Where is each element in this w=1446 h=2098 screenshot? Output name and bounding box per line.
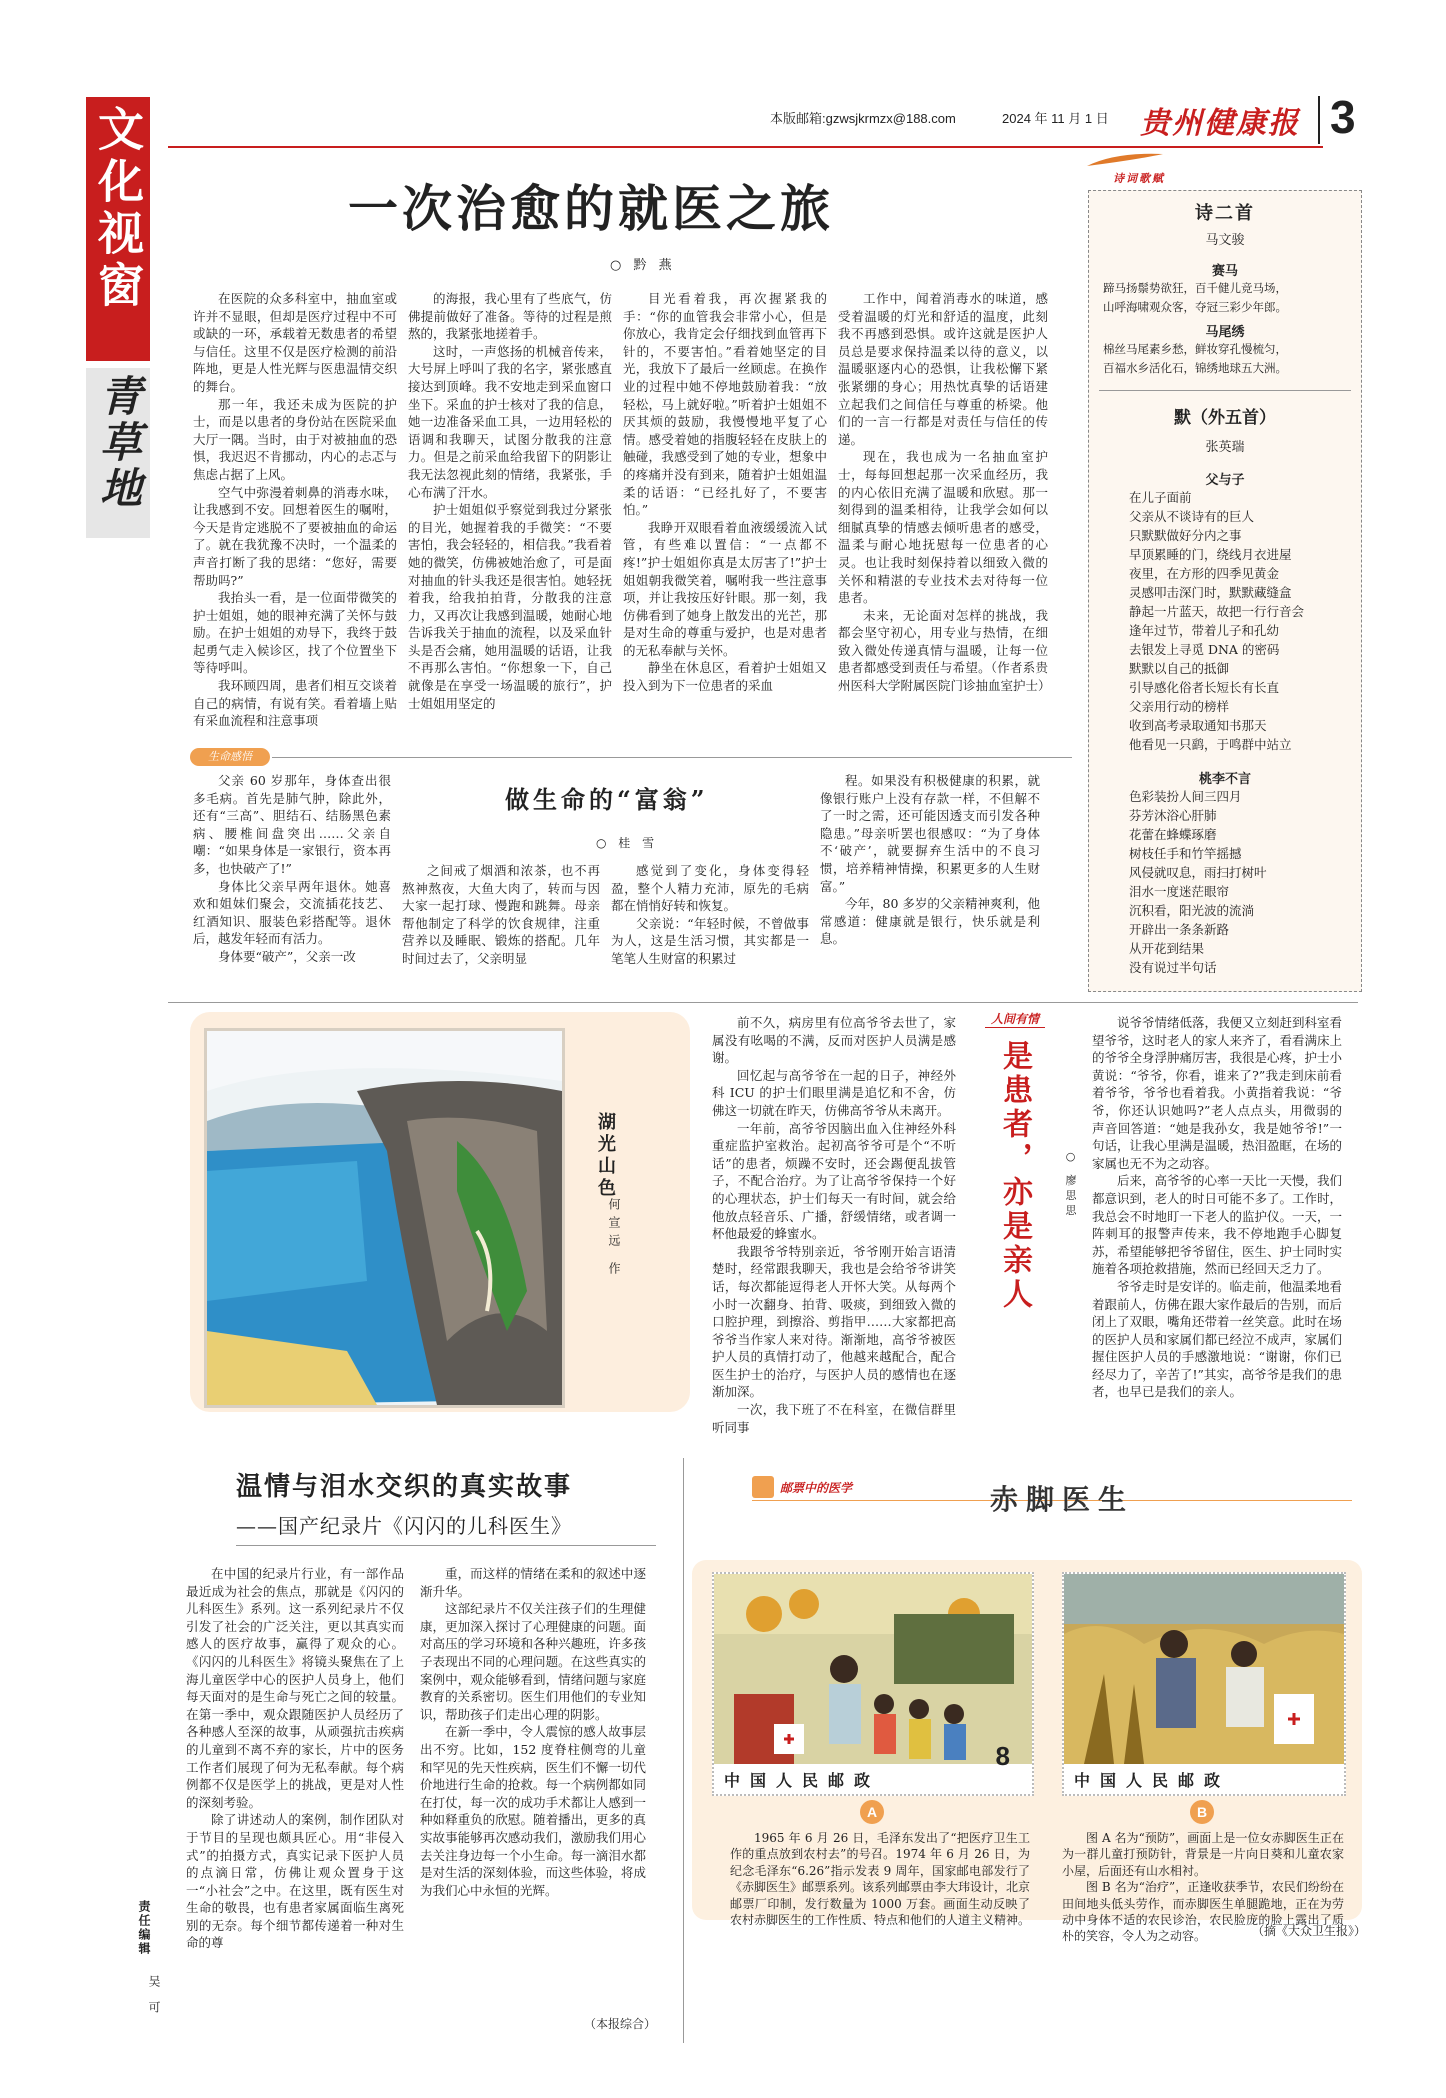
poem-line: 引导感化俗者长短长有长直 (1129, 680, 1280, 695)
article2-title: 做生命的“富翁” (505, 785, 709, 814)
poem-line: 树枝任手和竹竿摇撼 (1129, 846, 1242, 861)
paragraph: 说爷爷情绪低落，我便又立刻赶到科室看望爷爷，这时老人的家人来齐了，看看满床上的爷爷全身浮肿痛厉害，我很是心疼，护士小黄说：“爷爷，你看，谁来了?”我走到床前看着爷爷，爷爷也看着我。小黄指着我说：“爷爷，你还认识她吗?”老人点点头，用微弱的声音回答道：“她是我孙女，我是她爷爷!”一句话，让我心里满是温暖，热泪盈眶，在场的家属也无不为之动容。 (1092, 1015, 1343, 1171)
poem-line: 去银发上寻觅 DNA 的密码 (1129, 642, 1280, 657)
article1-column-4 (838, 290, 1051, 745)
article4-column-1 (186, 1565, 404, 2033)
poem-line: 早顶累睡的门，绕线月衣进屋 (1129, 547, 1292, 562)
poem2-title: 马尾绣 (1205, 325, 1245, 340)
poem-line: 默默以自己的抵御 (1129, 661, 1230, 676)
painting-title: 湖光山色 (595, 1112, 616, 1200)
poems-box (1088, 190, 1362, 992)
paragraph: 我抬头一看，是一位面带微笑的护士姐姐，她的眼神充满了关怀与鼓励。在护士姐姐的劝导下，我终于鼓起勇气走入候诊区，找了个位置坐下等待呼叫。 (193, 590, 397, 676)
poem-line: 花蕾在蜂蝶琢磨 (1129, 827, 1217, 842)
poem-line: 百福水乡活化石，锦绣地球五大洲。 (1103, 361, 1287, 375)
poem-line: 没有说过半句话 (1129, 960, 1217, 975)
stamp-b-image (1062, 1572, 1346, 1796)
paragraph: 工作中，闻着消毒水的味道，感受着温暖的灯光和舒适的温度，此刻我不再感到恐惧。或许这就是医护人员总是要求保持温柔以待的意义，以温暖驱逐内心的恐惧，让我松懈下紧张紧绷的身心；用热忱真挚的话语建立起我们之间信任与尊重的桥梁。他们的一言一行都是对责任与信任的传递。 (838, 291, 1048, 447)
poem1-title: 赛马 (1211, 264, 1238, 279)
paragraph: 护士姐姐似乎察觉到我过分紧张的目光，她握着我的手微笑：“不要害怕，我会轻轻的，相信我。”我看着她的微笑，仿佛被她治愈了，可是面对抽血的针头我还是很害怕。她轻抚着我，给我拍拍背，分散我的注意力，又再次让我感到温暖，她耐心地告诉我关于抽血的流程，以及采血针头是否会痛，她用温暖的话语，让我不再那么害怕。“你想象一下，自己就像是在享受一场温暖的旅行”，护士姐姐用坚定的 (408, 502, 612, 711)
article4-source: （本报综合） (584, 2017, 657, 2031)
poem-line: 色彩装扮人间三四月 (1129, 789, 1242, 804)
poems-group2-author: 张英瑞 (1205, 440, 1245, 455)
paragraph: 的海报，我心里有了些底气，仿佛提前做好了准备。等待的过程是煎熬的，我紧张地搓着手。 (408, 291, 612, 342)
poems-group1-author: 马文骏 (1205, 233, 1245, 248)
stamp-a-value: 8 (995, 1741, 1010, 1771)
stamp-section-badge (752, 1476, 892, 1498)
article4-title: 温情与泪水交织的真实故事 (236, 1472, 573, 1502)
article2-label-tag (190, 748, 270, 766)
poem-line: 灵感叩击深门时，默默藏缝盒 (1129, 585, 1292, 600)
article1-column-1 (193, 290, 397, 745)
poem-line: 他看见一只鹞，于鸣群中站立 (1129, 737, 1292, 752)
paragraph: 除了讲述动人的案例，制作团队对于节目的呈现也颇具匠心。用“非侵入式”的拍摄方式，真实记录下医护人员的点滴日常，仿佛让观众置身于这一“小社会”之中。在这里，既有医生对生命的敬畏，也有患者家属面临生离死别的无奈。每个细节都传递着一种对生命的尊 (186, 1812, 404, 1951)
poem-line: 风侵就叹息，雨扫打树叶 (1129, 865, 1267, 880)
paragraph: 目光看着我，再次握紧我的手：“你的血管我会非常小心，但是你放心，我肯定会仔细找到血管再下针的，不要害怕。”看着她坚定的目光，我放下了最后一丝顾虑。在换作业的过程中她不停地鼓励着我：“放轻松，马上就好啦。”听着护士姐姐不厌其烦的鼓励，我慢慢地平复了心情。感受着她的指腹轻轻在皮肤上的触碰，我感受到了她的专业，想象中的疼痛并没有到来，随着护士姐姐温柔的话语：“已经扎好了，不要害怕。” (623, 291, 827, 518)
stamp-b-country: 中国人民邮政 (1074, 1771, 1231, 1790)
poem-line: 山呼海啸观众客，夺冠三彩少年郎。 (1103, 300, 1287, 314)
paragraph: 我环顾四周，患者们相互交谈着自己的病情，有说有笑。看着墙上贴有采血流程和注意事项 (193, 678, 397, 729)
header-divider-line (1318, 96, 1320, 144)
section-name-banner (86, 97, 150, 361)
lower-vertical-divider (683, 1458, 684, 2043)
article3-label: 人间有情 (985, 1010, 1045, 1028)
editor-name: 吴可 (147, 1975, 161, 2027)
poem-line: 在儿子面前 (1129, 490, 1192, 505)
article3-title: 是患者，亦是亲人 (997, 1040, 1032, 1312)
article4-subtitle: ——国产纪录片《闪闪的儿科医生》 (236, 1514, 572, 1538)
poem-line: 沉积看，阳光波的流淌 (1129, 903, 1255, 918)
paragraph: 一年前，高爷爷因脑出血入住神经外科重症监护室救治。起初高爷爷可是个“不听话”的患者，烦躁不安时，还会踢便乱拔管子，不配合治疗。为了让高爷爷保持一个好的心理状态，护士们每天一有时间，就会给他放点轻音乐、广播，舒缓情绪，或者调一杯他最爱的蜂蜜水。 (712, 1120, 956, 1242)
article3-column-2 (1092, 1014, 1342, 1444)
masthead-date: 2024 年 11 月 1 日 (1002, 111, 1109, 126)
painting-image (204, 1028, 565, 1408)
paragraph: 一次，我下班了不在科室，在微信群里听同事 (712, 1402, 956, 1435)
article2-label: 生命感悟 (208, 750, 252, 763)
article5-label: 邮票中的医学 (780, 1481, 853, 1495)
poem3-title: 父与子 (1205, 473, 1245, 488)
section-sub: 青草地 (94, 374, 143, 512)
poem-line: 从开花到结果 (1129, 941, 1205, 956)
poem-line: 父亲用行动的榜样 (1129, 699, 1230, 714)
poem-line: 开辟出一条条新路 (1129, 922, 1230, 937)
painting-author: 何宣远 作 (607, 1198, 621, 1280)
paragraph: 之间戒了烟酒和浓茶，也不再熬神熬夜，大鱼大肉了，转而与因大家一起打球、慢跑和跳舞。母亲帮他制定了科学的饮食规律，注重营养以及睡眠、锻炼的搭配。几年时间过去了，父亲明显 (402, 863, 600, 966)
article4-title-rule (236, 1545, 656, 1546)
paragraph: 在新一季中，令人震惊的感人故事层出不穷。比如，152 度脊柱侧弯的儿童和罕见的先天性疾病，医生们不懈一切代价地进行生命的抢救。每一个病例都如同在打仗，每一次的成功手术都让人感到一种如释重负的欣慰。随着播出，更多的真实故事能够再次感动我们，激励我们用心去关注身边每一个小生命。每一滴泪水都是对生活的深刻体验，而这些体验，将成为我们心中永恒的光辉。 (420, 1724, 646, 1898)
header-red-rule (168, 146, 1323, 148)
article2-top-rule (272, 757, 1072, 758)
article5-source: （摘《大众卫生报》） (1252, 1924, 1367, 1938)
stamp-a-marker: A (860, 1800, 884, 1824)
paragraph: 回忆起与高爷爷在一起的日子，神经外科 ICU 的护士们眼里满是追忆和不舍，仿佛这一切就在昨天，仿佛高爷爷从未离开。 (712, 1067, 956, 1118)
paragraph: 前不久，病房里有位高爷爷去世了，家属没有吆喝的不满，反而对医护人员满是感谢。 (712, 1015, 956, 1066)
paragraph: 身体比父亲早两年退休。她喜欢和姐妹们聚会，交流插花技艺、红酒知识、服装色彩搭配等。退休后，越发年轻而有活力。 (193, 878, 391, 947)
paragraph: 1965 年 6 月 26 日，毛泽东发出了“把医疗卫生工作的重点放到农村去”的号召。1974 年 6 月 26 日，为纪念毛泽东“6.26”指示发表 9 周年，国家邮电部发行了《赤脚医生》邮票系列。该系列邮票由李大玮设计，北京邮票厂印制，发行数量为 1000 万套。画面生动反映了农村赤脚医生的工作性质、特点和他们的人道主义精神。 (730, 1831, 1031, 1928)
poem-line: 静起一片蓝天，故把一行行音会 (1129, 604, 1305, 619)
paragraph: 这时，一声悠扬的机械音传来，大号屏上呼叫了我的名字，紧张感直接达到顶峰。我不安地走到采血窗口坐下。采血的护士核对了我的信息，她一边准备采血工具，一边用轻松的语调和我聊天，试图分散我的注意力。但是之前采血给我留下的阴影让我无法忽视此刻的情绪，我紧张，手心布满了汗水。 (408, 343, 612, 500)
paragraph: 父亲 60 岁那年，身体查出很多毛病。首先是肺气肿，除此外，还有“三高”、胆结石、结肠黑色素病、腰椎间盘突出……父亲自嘲：“如果身体是一家银行，资本再多，也快破产了!” (193, 773, 391, 876)
poem-line: 蹄马扬鬃势欲狂，百千健儿竞马场， (1103, 281, 1287, 295)
masthead-email: 本版邮箱:gzwsjkrmzx@188.com (770, 111, 956, 126)
article1-title: 一次治愈的就医之旅 (348, 179, 834, 238)
paper-name-logo: 贵州健康报 (1140, 106, 1300, 141)
paragraph: 爷爷走时是安详的。临走前，他温柔地看着跟前人，仿佛在跟大家作最后的告别，而后闭上了双眼，嘴角还带着一丝笑意。此时在场的医护人员和家属们都已经泣不成声，家属们握住医护人员的手感激地说：“谢谢，你们已经尽力了，辛苦了!”其实，高爷爷是我们的患者，也早已是我们的亲人。 (1092, 1278, 1343, 1400)
article3-author: ○ 廖思思 (1064, 1150, 1077, 1220)
paragraph: 身体要“破产”，父亲一改 (218, 948, 356, 964)
paragraph: 这部纪录片不仅关注孩子们的生理健康，更加深入探讨了心理健康的问题。面对高压的学习环境和各种兴趣班，许多孩子表现出不同的心理问题。在这些真实的案例中，观众能够看到，情绪问题与家庭教育的关系密切。医生们用他们的专业知识，帮助孩子们走出心理的阴影。 (420, 1601, 646, 1722)
stamp-b-marker: B (1190, 1800, 1214, 1824)
middle-divider-line (168, 1002, 1358, 1003)
paragraph: 程。如果没有积极健康的积累，就像银行账户上没有存款一样，不但解不了一时之需，还可能因透支而引发各种隐患。”母亲听罢也很感叹：“为了身体不‘破产’，就要摒弃生活中的不良习惯，培养精神情操，积累更多的人生财富。” (820, 773, 1040, 894)
paragraph: 空气中弥漫着刺鼻的消毒水味，让我感到不安。回想着医生的嘱咐，今天是肯定逃脱不了要被抽血的命运了。就在我犹豫不决时，一个温柔的声音打断了我的思绪：“您好，需要帮助吗?” (193, 484, 397, 588)
paragraph: 在中国的纪录片行业，有一部作品最近成为社会的焦点，那就是《闪闪的儿科医生》系列。这一系列纪录片不仅引发了社会的广泛关注，更以其真实而感人的医疗故事，赢得了观众的心。《闪闪的儿科医生》将镜头聚焦在了上海儿童医学中心的医护人员身上，他们每天面对的是生命与死亡之间的较量。在第一季中，观众跟随医护人员经历了各种感人至深的故事，从顽强抗击疾病的儿童到不离不弃的家长，片中的医务工作者们展现了何为无私奉献。每个病例都不仅是医学上的挑战，更是对人性的深刻考验。 (186, 1566, 404, 1810)
poem-line: 收到高考录取通知书那天 (1129, 718, 1267, 733)
article2-column-2 (402, 862, 600, 994)
paragraph: 图 A 名为“预防”，画面上是一位女赤脚医生正在为一群儿童打预防针，背景是一片向日葵和儿童农家小屋，后面还有山水相衬。 (1062, 1831, 1344, 1878)
paragraph: 那一年，我还未成为医院的护士，而是以患者的身份站在医院采血大厅一隅。当时，由于对被抽血的恐惧，我迟迟不肯挪动，内心的忐忑与焦虑占据了上风。 (193, 396, 397, 482)
page-number: 3 (1330, 91, 1356, 143)
stamp-icon (752, 1476, 774, 1498)
poems-group2-title: 默（外五首） (1174, 408, 1276, 428)
poem-line: 泪水一度迷茫眼帘 (1129, 884, 1230, 899)
paragraph: 现在，我也成为一名抽血室护士，每每回想起那一次采血经历，我的内心依旧充满了温暖和欣慰。那一刻得到的温柔相待，让我学会如何以细腻真挚的情感去倾听患者的感受，温柔与耐心地抚慰每一位患者的心灵。也让我时刻保持着以细致入微的关怀和精湛的专业技术去对待每一位患者。 (838, 449, 1048, 606)
paragraph: 图 B 名为“治疗”，正逢收获季节，农民们纷纷在田间地头低头劳作，而赤脚医生单腿跪地，正在为劳动中身体不适的农民诊治，农民脸庞的脸上露出了质朴的笑容，令人为之动容。 (1062, 1880, 1344, 1944)
stamp-a-country: 中国人民邮政 (724, 1771, 881, 1790)
section-name: 文化视窗 (91, 105, 145, 313)
article2-column-4 (820, 772, 1040, 994)
article2-column-3 (611, 862, 809, 994)
article1-column-3 (623, 290, 827, 745)
paragraph: 今年，80 多岁的父亲精神爽利，他常感道：健康就是银行，快乐就是利息。 (820, 896, 1040, 947)
poem-line: 棉丝马尾素乡愁，鲜妆穿孔慢梳匀， (1103, 342, 1287, 356)
article2-author: ○ 桂 雪 (596, 836, 659, 850)
section-sub-box (86, 368, 150, 538)
editor-label: 责任编辑 (137, 1900, 151, 1956)
article5-title: 赤脚医生 (990, 1483, 1135, 1516)
paragraph: 感觉到了变化，身体变得轻盈，整个人精力充沛，原先的毛病都在悄悄好转和恢复。 (611, 863, 809, 914)
article4-column-2 (420, 1565, 646, 2013)
paragraph: 父亲说：“年轻时候，不曾做事为人，这是生活习惯，其实都是一笔笔人生财富的积累过 (611, 915, 809, 966)
article5-caption-a (730, 1830, 1031, 1928)
article1-column-2 (408, 290, 612, 745)
article1-author: ○ 黔 燕 (610, 258, 676, 273)
paragraph: 我跟爷爷特别亲近，爷爷刚开始言语清楚时，经常跟我聊天，我也是会给爷爷讲笑话，每次都能逗得老人开怀大笑。从每两个小时一次翻身、拍背、吸痰，到细致入微的口腔护理，到擦浴、剪指甲……大家都把高爷爷当作家人来对待。渐渐地，高爷爷被医护人员的真情打动了，他越来越配合，配合医生护士的治疗，与医护人员的感情也在逐渐加深。 (712, 1243, 956, 1400)
poems-group1-title: 诗二首 (1195, 203, 1255, 224)
article2-column-1 (193, 772, 391, 994)
poems-divider (1099, 390, 1351, 391)
poem-line: 夜里，在方形的四季见黄金 (1129, 566, 1280, 581)
stamp-a-image (712, 1572, 1034, 1796)
paragraph: 后来，高爷爷的心率一天比一天慢，我们都意识到，老人的时日可能不多了。工作时，我总会不时地盯一下老人的监护仪。一天，一阵刺耳的报警声传来，我不停地跑手心脚复苏，希望能够把爷爷留住，医生、护士同时实施着各项抢救措施，然而已经回天乏力了。 (1092, 1173, 1343, 1277)
poem-line: 父亲从不谈诗有的巨人 (1129, 509, 1255, 524)
paragraph: 静坐在休息区，看着护士姐姐又投入到为下一位患者的采血 (623, 660, 827, 694)
paragraph: 我睁开双眼看着血液缓缓流入试管，有些难以置信：“一点都不疼!”护士姐姐你真是太厉害了!”护士姐姐朝我微笑着，嘱咐我一些注意事项，并让我按压好针眼。那一刻，我仿佛看到了她身上散发出的光芒，那是对生命的尊重与爱护，也是对患者的无私奉献与关怀。 (623, 519, 827, 658)
poem-line: 芬芳沐浴心肝肺 (1129, 808, 1217, 823)
poem-line: 逢年过节，带着儿子和孔幼 (1129, 623, 1280, 638)
poems-label: 诗词歌赋 (1113, 172, 1165, 185)
poem4-title: 桃李不言 (1198, 772, 1251, 787)
poem-line: 只默默做好分内之事 (1129, 528, 1242, 543)
article3-column-1 (712, 1014, 956, 1442)
paragraph: 未来，无论面对怎样的挑战，我都会坚守初心，用专业与热情，在细致入微处传递真情与温暖，让每一位患者都感受到责任与希望。（作者系贵州医科大学附属医院门诊抽血室护士） (838, 607, 1051, 694)
paragraph: 在医院的众多科室中，抽血室或许并不显眼，但却是医疗过程中不可或缺的一环，承载着无数患者的希望与信任。这里不仅是医疗检测的前沿阵地，更是人性光辉与医患温情交织的舞台。 (193, 291, 397, 394)
paragraph: 重，而这样的情绪在柔和的叙述中逐渐升华。 (420, 1566, 646, 1599)
